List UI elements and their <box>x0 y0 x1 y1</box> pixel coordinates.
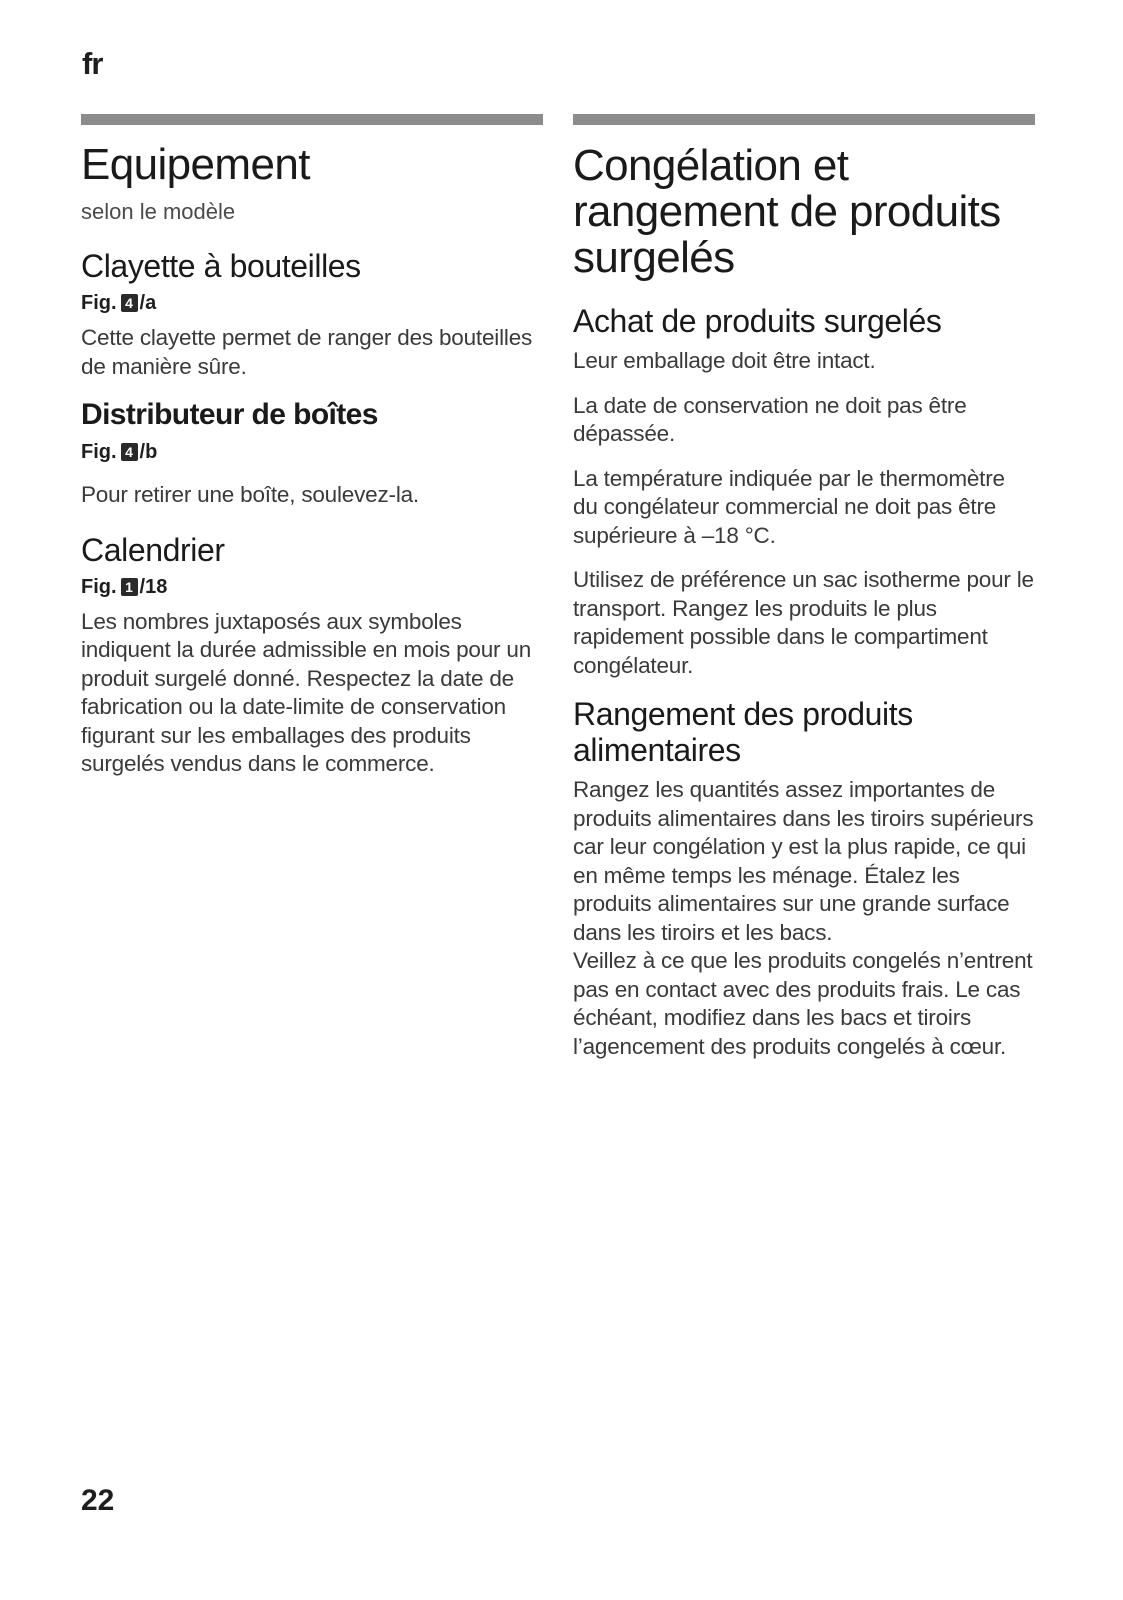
paragraph: Veillez à ce que les produits congelés n’entrent pas en contact avec des produits frais. Le cas échéant, modifiez dans les bacs et tiroirs l’agencement des produits congelés à cœur. <box>573 948 1033 1059</box>
fig-number-badge: 4 <box>121 443 138 461</box>
paragraph: Rangez les quantités assez importantes de produits alimentaires dans les tiroirs supérieurs car leur congélation y est la plus rapide, ce qui en même temps les ménage. Étalez les produits alimentaires sur une grande surface dans les tiroirs et les bacs. <box>573 777 1034 945</box>
equipment-title: Equipement <box>81 140 310 189</box>
fig-suffix: /18 <box>139 575 168 598</box>
left-column <box>81 114 543 779</box>
fig-suffix: /b <box>139 441 158 463</box>
calendar-heading: Calendrier <box>81 531 225 568</box>
fig-prefix: Fig. <box>81 441 117 463</box>
paragraph: La date de conservation ne doit pas être dépassée. <box>573 392 967 446</box>
right-column <box>573 114 1035 1061</box>
box-dispenser-fig-ref <box>81 439 543 465</box>
calendar-text: Les nombres juxtaposés aux symboles indiquent la durée admissible en mois pour un produit surgelé donné. Respectez la date de fabrication ou la date-limite de conservation figurant sur les emballages des produits surgelés vendus dans le commerce. <box>81 608 532 776</box>
paragraph: Utilisez de préférence un sac isotherme pour le transport. Rangez les produits le plus rapidement possible dans le compartiment congélateur. <box>573 567 1034 678</box>
paragraph: La température indiquée par le thermomètre du congélateur commercial ne doit pas être supérieure à –18 °C. <box>573 465 1005 548</box>
equipment-subtitle: selon le modèle <box>81 199 236 224</box>
page-number: 22 <box>81 1484 115 1517</box>
box-dispenser-text: Pour retirer une boîte, soulevez-la. <box>81 482 419 507</box>
food-storage-heading: Rangement des produits alimentaires <box>573 696 913 768</box>
bottle-rack-heading: Clayette à bouteilles <box>81 248 361 284</box>
section-rule <box>81 114 543 125</box>
language-label: fr <box>82 46 103 81</box>
fig-number-badge: 4 <box>121 294 138 312</box>
box-dispenser-heading: Distributeur de boîtes <box>81 398 378 431</box>
section-rule <box>573 114 1035 125</box>
paragraph: Leur emballage doit être intact. <box>573 348 876 373</box>
fig-prefix: Fig. <box>81 292 117 314</box>
buying-frozen-heading: Achat de produits surgelés <box>573 303 942 339</box>
fig-prefix: Fig. <box>81 575 117 598</box>
bottle-rack-text: Cette clayette permet de ranger des bouteilles de manière sûre. <box>81 325 533 379</box>
fig-suffix: /a <box>139 292 157 314</box>
bottle-rack-fig-ref <box>81 290 543 316</box>
fig-number-badge: 1 <box>121 578 138 596</box>
calendar-fig-ref <box>81 574 543 600</box>
freezing-title: Congélation et rangement de produits surgelés <box>573 141 1001 282</box>
